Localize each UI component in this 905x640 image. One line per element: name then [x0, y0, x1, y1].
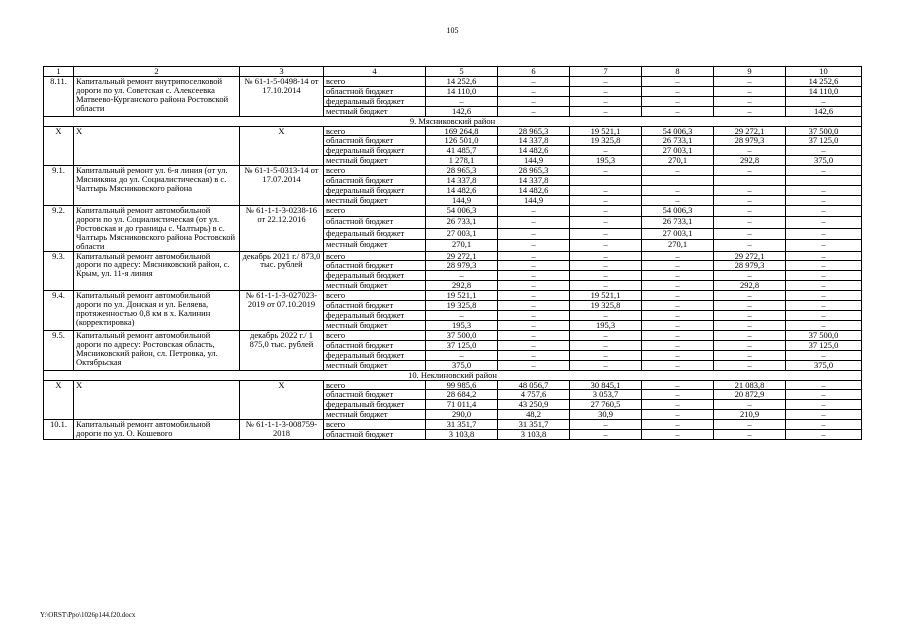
amount-cell: –	[642, 261, 714, 271]
column-number: 9	[714, 67, 786, 77]
funding-source: федеральный бюджет	[324, 96, 426, 106]
amount-cell: 27 003,1	[642, 228, 714, 239]
amount-cell: 144,9	[426, 195, 498, 205]
amount-cell: –	[642, 360, 714, 370]
amount-cell: –	[498, 96, 570, 106]
amount-cell: 195,3	[426, 320, 498, 330]
funding-source: местный бюджет	[324, 360, 426, 370]
amount-cell: –	[786, 301, 862, 311]
amount-cell: 126 501,0	[426, 136, 498, 146]
table-row	[44, 291, 862, 301]
column-number: 10	[786, 67, 862, 77]
item-name: Капитальный ремонт внутрипоселковой дороги по ул. Советская с. Алексеевка Матвеево-Курганского района Ростовской области	[74, 76, 240, 116]
amount-cell: 375,0	[786, 360, 862, 370]
amount-cell: 37 500,0	[786, 126, 862, 136]
amount-cell: 37 125,0	[426, 340, 498, 350]
amount-cell: 29 272,1	[714, 126, 786, 136]
amount-cell: –	[642, 96, 714, 106]
amount-cell: –	[498, 291, 570, 301]
amount-cell: 37 500,0	[426, 330, 498, 340]
amount-cell: –	[714, 301, 786, 311]
column-number: 2	[74, 67, 240, 77]
amount-cell: 14 252,6	[426, 76, 498, 86]
amount-cell: –	[642, 430, 714, 440]
amount-cell: –	[570, 261, 642, 271]
amount-cell: –	[426, 311, 498, 321]
funding-source: федеральный бюджет	[324, 311, 426, 321]
amount-cell: 31 351,7	[426, 420, 498, 430]
item-name: Капитальный ремонт автомобильной дороги по ул. Донская и ул. Беляева, протяженностью 0,8 км в х. Калинин (корректировка)	[74, 291, 240, 331]
amount-cell: 4 757,6	[498, 390, 570, 400]
amount-cell: –	[714, 205, 786, 216]
item-number: 9.2.	[44, 205, 74, 251]
amount-cell: –	[642, 291, 714, 301]
amount-cell: 29 272,1	[714, 251, 786, 261]
amount-cell: –	[642, 86, 714, 96]
amount-cell: –	[570, 420, 642, 430]
amount-cell: 28 965,3	[498, 166, 570, 176]
amount-cell: –	[498, 228, 570, 239]
amount-cell: –	[786, 146, 862, 156]
amount-cell: –	[570, 205, 642, 216]
amount-cell: –	[570, 106, 642, 116]
amount-cell: –	[714, 420, 786, 430]
funding-source: местный бюджет	[324, 156, 426, 166]
amount-cell: 99 985,6	[426, 380, 498, 390]
funding-source: федеральный бюджет	[324, 228, 426, 239]
amount-cell: –	[642, 251, 714, 261]
amount-cell: –	[570, 360, 642, 370]
funding-source: всего	[324, 330, 426, 340]
amount-cell: 54 006,3	[642, 126, 714, 136]
funding-source: местный бюджет	[324, 320, 426, 330]
amount-cell: 37 125,0	[786, 340, 862, 350]
amount-cell: –	[714, 195, 786, 205]
amount-cell: –	[714, 186, 786, 196]
funding-source: федеральный бюджет	[324, 400, 426, 410]
table-row	[44, 126, 862, 136]
amount-cell: 48,2	[498, 410, 570, 420]
amount-cell: –	[786, 420, 862, 430]
amount-cell: –	[786, 350, 862, 360]
amount-cell: –	[714, 146, 786, 156]
funding-source: областной бюджет	[324, 430, 426, 440]
column-number: 4	[324, 67, 426, 77]
amount-cell: –	[714, 228, 786, 239]
funding-source: федеральный бюджет	[324, 350, 426, 360]
amount-cell: 19 521,1	[570, 126, 642, 136]
amount-cell: –	[786, 390, 862, 400]
amount-cell: –	[786, 228, 862, 239]
amount-cell: –	[714, 340, 786, 350]
amount-cell: –	[642, 301, 714, 311]
amount-cell	[714, 176, 786, 186]
funding-source: местный бюджет	[324, 281, 426, 291]
section-title: 10. Неклиновский район	[44, 370, 862, 380]
amount-cell: –	[714, 240, 786, 251]
amount-cell: 292,8	[714, 156, 786, 166]
amount-cell: 28 979,3	[714, 261, 786, 271]
funding-source: всего	[324, 126, 426, 136]
amount-cell: –	[786, 195, 862, 205]
amount-cell: 43 250,9	[498, 400, 570, 410]
amount-cell: –	[426, 350, 498, 360]
amount-cell: 144,9	[498, 195, 570, 205]
amount-cell: –	[498, 261, 570, 271]
amount-cell: –	[714, 271, 786, 281]
funding-source: всего	[324, 420, 426, 430]
item-document: декабрь 2022 г./ 1 875,0 тыс. рублей	[240, 330, 324, 370]
amount-cell: –	[570, 281, 642, 291]
amount-cell: 142,6	[426, 106, 498, 116]
amount-cell: –	[786, 217, 862, 228]
amount-cell: –	[642, 420, 714, 430]
section-header-row	[44, 370, 862, 380]
funding-source: областной бюджет	[324, 217, 426, 228]
amount-cell: –	[498, 86, 570, 96]
amount-cell: –	[786, 271, 862, 281]
amount-cell: –	[642, 281, 714, 291]
table-row	[44, 380, 862, 390]
table-row	[44, 420, 862, 430]
amount-cell: –	[498, 217, 570, 228]
amount-cell: 37 500,0	[786, 330, 862, 340]
amount-cell: –	[786, 320, 862, 330]
amount-cell: –	[714, 291, 786, 301]
item-name: Капитальный ремонт автомобильной дороги по ул. О. Кошевого	[74, 420, 240, 440]
table-row	[44, 166, 862, 176]
amount-cell: –	[786, 96, 862, 106]
table-row	[44, 330, 862, 340]
amount-cell: 19 521,1	[426, 291, 498, 301]
amount-cell: –	[498, 320, 570, 330]
item-name: Капитальный ремонт ул. 6-я линия (от ул. Мясникяна до ул. Социалистическая) в с. Чалтырь Мясниковского района	[74, 166, 240, 206]
amount-cell: –	[498, 271, 570, 281]
amount-cell: 54 006,3	[426, 205, 498, 216]
amount-cell: 14 110,0	[786, 86, 862, 96]
funding-source: всего	[324, 251, 426, 261]
amount-cell: 292,8	[426, 281, 498, 291]
amount-cell: 21 083,8	[714, 380, 786, 390]
funding-source: федеральный бюджет	[324, 271, 426, 281]
column-number: 5	[426, 67, 498, 77]
section-title: 9. Мясниковский район	[44, 116, 862, 126]
amount-cell: –	[570, 86, 642, 96]
amount-cell: –	[642, 320, 714, 330]
column-number: 8	[642, 67, 714, 77]
amount-cell: –	[426, 96, 498, 106]
amount-cell: 19 325,8	[570, 301, 642, 311]
amount-cell: –	[570, 350, 642, 360]
amount-cell: 37 125,0	[786, 136, 862, 146]
column-number-row	[44, 67, 862, 77]
amount-cell: 28 684,2	[426, 390, 498, 400]
amount-cell: 270,1	[642, 240, 714, 251]
amount-cell: –	[498, 360, 570, 370]
amount-cell: 14 482,6	[498, 146, 570, 156]
amount-cell: –	[498, 301, 570, 311]
amount-cell: –	[714, 430, 786, 440]
item-name: Капитальный ремонт автомобильной дороги по адресу: Ростовская область, Мясниковский район, сл. Петровка, ул. Октябрьская	[74, 330, 240, 370]
amount-cell: 375,0	[786, 156, 862, 166]
amount-cell: 14 482,6	[498, 186, 570, 196]
amount-cell: –	[642, 76, 714, 86]
amount-cell: 3 053,7	[570, 390, 642, 400]
amount-cell: 26 733,1	[642, 217, 714, 228]
funding-source: всего	[324, 76, 426, 86]
amount-cell: –	[570, 195, 642, 205]
amount-cell: –	[498, 76, 570, 86]
item-document: № 61-1-5-0313-14 от 17.07.2014	[240, 166, 324, 206]
funding-source: областной бюджет	[324, 301, 426, 311]
amount-cell: 28 965,3	[426, 166, 498, 176]
amount-cell: –	[714, 166, 786, 176]
amount-cell: –	[714, 96, 786, 106]
amount-cell: –	[786, 186, 862, 196]
amount-cell: 30 845,1	[570, 380, 642, 390]
amount-cell: 27 003,1	[426, 228, 498, 239]
item-document: № 61-1-1-3-027023-2019 от 07.10.2019	[240, 291, 324, 331]
amount-cell: 290,0	[426, 410, 498, 420]
amount-cell: 27 760,5	[570, 400, 642, 410]
amount-cell: 270,1	[642, 156, 714, 166]
amount-cell: –	[570, 146, 642, 156]
amount-cell: 41 485,7	[426, 146, 498, 156]
column-number: 1	[44, 67, 74, 77]
item-document: Х	[240, 126, 324, 166]
amount-cell: 3 103,8	[498, 430, 570, 440]
amount-cell: 144,9	[498, 156, 570, 166]
amount-cell: 14 252,6	[786, 76, 862, 86]
amount-cell: 29 272,1	[426, 251, 498, 261]
amount-cell: 292,8	[714, 281, 786, 291]
funding-source: областной бюджет	[324, 390, 426, 400]
funding-source: всего	[324, 291, 426, 301]
item-document: Х	[240, 380, 324, 420]
amount-cell: 210,9	[714, 410, 786, 420]
amount-cell: 20 872,9	[714, 390, 786, 400]
funding-table	[43, 66, 862, 440]
amount-cell: –	[498, 340, 570, 350]
funding-source: местный бюджет	[324, 106, 426, 116]
amount-cell: 71 011,4	[426, 400, 498, 410]
funding-source: областной бюджет	[324, 86, 426, 96]
amount-cell: –	[786, 166, 862, 176]
amount-cell: –	[786, 410, 862, 420]
amount-cell: 28 979,3	[426, 261, 498, 271]
funding-source: всего	[324, 205, 426, 216]
section-header-row	[44, 116, 862, 126]
amount-cell: –	[714, 217, 786, 228]
amount-cell: 54 006,3	[642, 205, 714, 216]
amount-cell: 14 337,8	[426, 176, 498, 186]
amount-cell: –	[570, 96, 642, 106]
amount-cell: –	[498, 281, 570, 291]
amount-cell: 30,9	[570, 410, 642, 420]
amount-cell: –	[714, 330, 786, 340]
item-number: 10.1.	[44, 420, 74, 440]
amount-cell: 375,0	[426, 360, 498, 370]
amount-cell: –	[642, 166, 714, 176]
amount-cell: –	[498, 205, 570, 216]
item-number: Х	[44, 380, 74, 420]
amount-cell: –	[642, 400, 714, 410]
column-number: 6	[498, 67, 570, 77]
table-row	[44, 205, 862, 216]
item-name: Капитальный ремонт автомобильной дороги по ул. Социалистическая (от ул. Ростовская и до границы с. Чалтырь) в с. Чалтырь Мясниковского района Ростовской области	[74, 205, 240, 251]
funding-source: федеральный бюджет	[324, 186, 426, 196]
amount-cell: –	[498, 251, 570, 261]
table-row	[44, 76, 862, 86]
amount-cell: –	[714, 76, 786, 86]
item-number: Х	[44, 126, 74, 166]
column-number: 7	[570, 67, 642, 77]
amount-cell: 270,1	[426, 240, 498, 251]
amount-cell: –	[498, 240, 570, 251]
item-number: 9.4.	[44, 291, 74, 331]
amount-cell: –	[570, 340, 642, 350]
file-path-footer: Y:\ORST\Ppo\1026p144.f20.docx	[40, 611, 136, 619]
column-number: 3	[240, 67, 324, 77]
amount-cell: 1 278,1	[426, 156, 498, 166]
amount-cell: –	[642, 390, 714, 400]
funding-source: областной бюджет	[324, 136, 426, 146]
amount-cell: –	[714, 360, 786, 370]
amount-cell: –	[642, 340, 714, 350]
amount-cell: 14 110,0	[426, 86, 498, 96]
item-document: № 61-1-1-3-0238-16 от 22.12.2016	[240, 205, 324, 251]
amount-cell: –	[642, 271, 714, 281]
amount-cell: –	[498, 350, 570, 360]
amount-cell: 14 482,6	[426, 186, 498, 196]
funding-source: областной бюджет	[324, 340, 426, 350]
amount-cell: –	[570, 271, 642, 281]
funding-source: всего	[324, 380, 426, 390]
amount-cell: –	[498, 330, 570, 340]
item-number: 8.11.	[44, 76, 74, 116]
amount-cell: –	[714, 350, 786, 360]
item-document: декабрь 2021 г./ 873,0 тыс. рублей	[240, 251, 324, 291]
page-number: 105	[446, 26, 459, 35]
amount-cell: –	[570, 251, 642, 261]
funding-source: местный бюджет	[324, 410, 426, 420]
amount-cell: –	[786, 400, 862, 410]
amount-cell: –	[786, 430, 862, 440]
table-row	[44, 251, 862, 261]
amount-cell: 14 337,8	[498, 136, 570, 146]
item-name: Х	[74, 126, 240, 166]
amount-cell: –	[570, 186, 642, 196]
item-number: 9.5.	[44, 330, 74, 370]
funding-source: федеральный бюджет	[324, 146, 426, 156]
amount-cell: 19 325,8	[426, 301, 498, 311]
amount-cell: –	[786, 281, 862, 291]
item-name: Капитальный ремонт автомобильной дороги по адресу: Мясниковский район, с. Крым, ул. 11-я линия	[74, 251, 240, 291]
amount-cell: 27 003,1	[642, 146, 714, 156]
amount-cell: –	[642, 380, 714, 390]
amount-cell: 28 979,3	[714, 136, 786, 146]
amount-cell: –	[786, 261, 862, 271]
amount-cell: –	[498, 106, 570, 116]
amount-cell: –	[786, 311, 862, 321]
amount-cell: –	[498, 311, 570, 321]
amount-cell: –	[714, 86, 786, 96]
amount-cell: –	[642, 106, 714, 116]
amount-cell: –	[714, 106, 786, 116]
funding-source: местный бюджет	[324, 240, 426, 251]
amount-cell: –	[642, 410, 714, 420]
amount-cell: –	[570, 311, 642, 321]
amount-cell: –	[642, 311, 714, 321]
amount-cell: 169 264,8	[426, 126, 498, 136]
amount-cell	[786, 176, 862, 186]
amount-cell: 14 337,8	[498, 176, 570, 186]
funding-source: всего	[324, 166, 426, 176]
amount-cell: 28 965,3	[498, 126, 570, 136]
amount-cell: 48 056,7	[498, 380, 570, 390]
item-document: № 61-1-5-0498-14 от 17.10.2014	[240, 76, 324, 116]
amount-cell: –	[642, 330, 714, 340]
amount-cell: –	[570, 240, 642, 251]
amount-cell: –	[714, 320, 786, 330]
amount-cell: –	[786, 380, 862, 390]
amount-cell: –	[570, 217, 642, 228]
funding-source: областной бюджет	[324, 176, 426, 186]
funding-source: местный бюджет	[324, 195, 426, 205]
amount-cell: 26 733,1	[642, 136, 714, 146]
amount-cell: –	[714, 400, 786, 410]
amount-cell: –	[786, 291, 862, 301]
amount-cell: –	[642, 350, 714, 360]
item-name: Х	[74, 380, 240, 420]
amount-cell: –	[786, 240, 862, 251]
item-number: 9.1.	[44, 166, 74, 206]
amount-cell: –	[786, 251, 862, 261]
amount-cell: 19 521,1	[570, 291, 642, 301]
amount-cell: –	[714, 311, 786, 321]
amount-cell: 31 351,7	[498, 420, 570, 430]
amount-cell: 19 325,8	[570, 136, 642, 146]
amount-cell: –	[570, 76, 642, 86]
amount-cell: 26 733,1	[426, 217, 498, 228]
amount-cell: –	[642, 195, 714, 205]
item-document: № 61-1-1-3-008759-2018	[240, 420, 324, 440]
amount-cell	[570, 176, 642, 186]
amount-cell: 195,3	[570, 320, 642, 330]
amount-cell: –	[786, 205, 862, 216]
amount-cell: 3 103,8	[426, 430, 498, 440]
amount-cell: –	[570, 330, 642, 340]
amount-cell: 142,6	[786, 106, 862, 116]
amount-cell: –	[642, 186, 714, 196]
amount-cell: –	[570, 430, 642, 440]
amount-cell: 195,3	[570, 156, 642, 166]
amount-cell: –	[426, 271, 498, 281]
amount-cell	[642, 176, 714, 186]
amount-cell: –	[570, 228, 642, 239]
item-number: 9.3.	[44, 251, 74, 291]
funding-source: областной бюджет	[324, 261, 426, 271]
amount-cell: –	[570, 166, 642, 176]
